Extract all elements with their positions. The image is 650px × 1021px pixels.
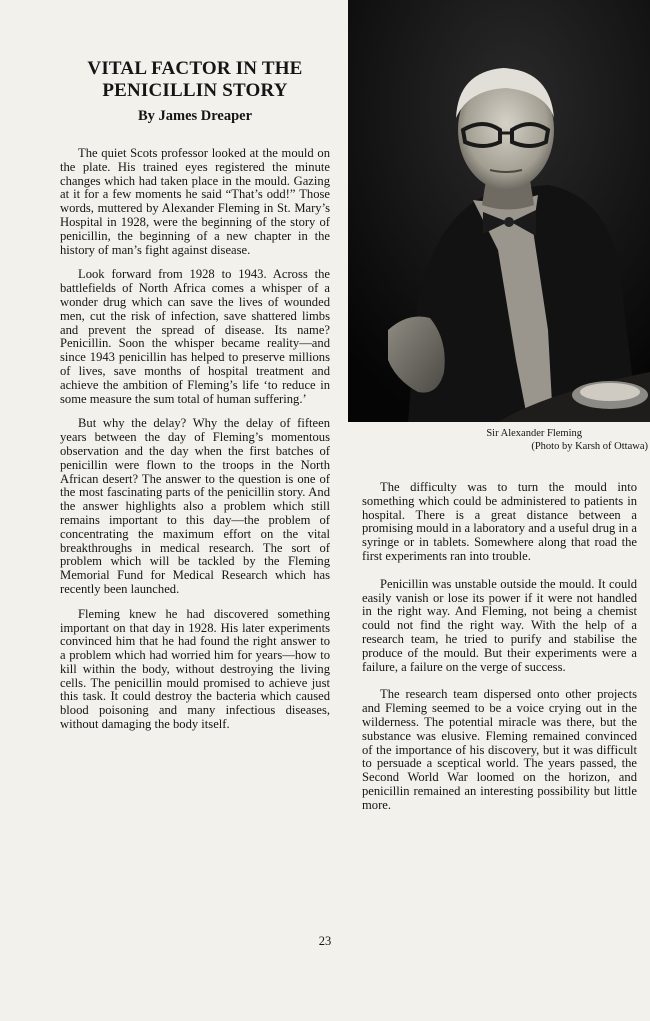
paragraph: The quiet Scots professor looked at the mould on the plate. His trained eyes registered the minute changes which had taken place in the mould. Gazing at it for a few moments he said “That’s odd!” Those words, muttered by Alexander Fleming in St. Mary’s Hospital in 1928, were the beginning of the story of penicillin, the beginning of a new chapter in the history of man’s fight against disease. bbox=[60, 146, 330, 257]
caption-credit: (Photo by Karsh of Ottawa) bbox=[531, 440, 648, 452]
paragraph: Penicillin was unstable outside the mould. It could easily vanish or lose its power if it were not handled in the right way. And Fleming, not being a chemist could not find the right way. With the help of a research team, he tried to purify and stabilise the produce of the mould. But their experiments were a failure, a failure on the verge of success. bbox=[362, 576, 637, 674]
page-number: 23 bbox=[318, 934, 332, 948]
paragraph: The difficulty was to turn the mould into something which could be administered to patients in hospital. There is a great distance between a promising mould in a laboratory and a useful drug in a syringe or in tablets. Somewhere along that road the first experiments ran into trouble. bbox=[362, 480, 637, 563]
caption-name: Sir Alexander Fleming bbox=[486, 428, 582, 439]
portrait-image bbox=[348, 0, 650, 422]
paragraph: But why the delay? Why the delay of fifteen years between the day of Fleming’s momentous observation and the day when the first batches of penicillin were flown to the troops in the North African desert? The answer to the question is one of the most fascinating parts of the penicillin story. And the answer highlights also a problem which still remains important to this day—the problem of concentrating the maximum effort on the vital breakthroughs in medical research. The sort of problem which will be tackled by the Fleming Memorial Fund for Medical Research which has recently been launched. bbox=[60, 416, 330, 596]
portrait-photo bbox=[348, 0, 650, 422]
left-column bbox=[60, 58, 330, 743]
paragraph: Look forward from 1928 to 1943. Across the battlefields of North Africa comes a whisper of a wonder drug which can save the lives of wounded men, cut the risk of infection, save shattered limbs and prevent the spread of disease. Its name? Penicillin. Soon the whisper became reality—and since 1943 penicillin has helped to preserve millions of lives, save months of hospital treatment and achieve the ambition of Fleming’s life ‘to reduce in some measure the sum total of human suffering.’ bbox=[60, 267, 330, 406]
title-line-1: VITAL FACTOR IN THE bbox=[87, 58, 303, 79]
byline: By James Dreaper bbox=[137, 108, 253, 124]
photo-caption bbox=[400, 428, 648, 453]
right-column bbox=[362, 481, 637, 827]
article-title bbox=[60, 58, 330, 102]
paragraph: Fleming knew he had discovered something important on that day in 1928. His later experiments convinced him that he had found the right answer to a problem which had worried him for years—how to kill within the body, without destroying the living cells. The penicillin mould promised to achieve just this task. It could destroy the bacteria which caused blood poisoning and many infectious diseases, without damaging the body itself. bbox=[60, 606, 330, 732]
paragraph: The research team dispersed onto other projects and Fleming seemed to be a voice crying out in the wilderness. The potential miracle was there, but the substance was elusive. Fleming remained convinced of the importance of his discovery, but it was difficult to persuade a sceptical world. The years passed, the Second World War loomed on the horizon, and penicillin remained an interesting possibility but little more. bbox=[362, 687, 637, 812]
title-line-2: PENICILLIN STORY bbox=[102, 80, 288, 101]
